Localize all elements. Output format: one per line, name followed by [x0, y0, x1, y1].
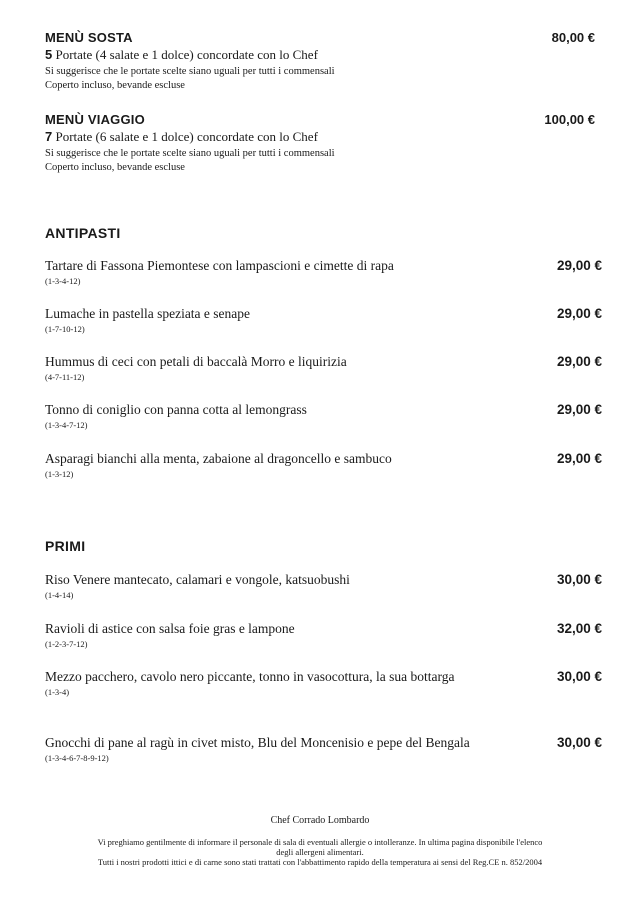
dish-name: Lumache in pastella speziata e senape — [45, 306, 251, 321]
dish-item — [45, 451, 602, 479]
allergy-note — [30, 837, 610, 857]
menu-price: 80,00 € — [551, 30, 595, 45]
menu-description-text: Portate (4 salate e 1 dolce) concordate con lo Chef — [55, 47, 318, 62]
dish-allergens: (1-7-10-12) — [45, 324, 85, 334]
dish-name: Tartare di Fassona Piemontese con lampascioni e cimette di rapa — [45, 258, 394, 273]
dish-name: Asparagi bianchi alla menta, zabaione al dragoncello e sambuco — [45, 451, 392, 466]
dish-item — [45, 258, 602, 286]
course-count: 5 — [45, 47, 53, 62]
dish-item — [45, 572, 602, 600]
dish-allergens: (1-3-4-12) — [45, 276, 81, 286]
menu-note: Coperto incluso, bevande escluse — [45, 80, 185, 91]
dish-price: 32,00 € — [556, 621, 602, 636]
menu-description — [45, 129, 600, 145]
dish-allergens: (1-3-4-7-12) — [45, 420, 88, 430]
dish-allergens: (1-3-4-6-7-8-9-12) — [45, 753, 109, 763]
dish-allergens: (1-2-3-7-12) — [45, 639, 88, 649]
menu-description-text: Portate (6 salate e 1 dolce) concordate con lo Chef — [55, 129, 318, 144]
dish-price: 30,00 € — [556, 735, 602, 750]
dish-name: Mezzo pacchero, cavolo nero piccante, tonno in vasocottura, la sua bottarga — [45, 669, 455, 684]
dish-allergens: (4-7-11-12) — [45, 372, 85, 382]
allergy-note-line: degli allergeni alimentari. — [276, 847, 364, 857]
dish-price: 30,00 € — [556, 572, 602, 587]
dish-name: Hummus di ceci con petali di baccalà Morro e liquirizia — [45, 354, 347, 369]
dish-price: 29,00 € — [556, 451, 602, 466]
section-title-antipasti: ANTIPASTI — [45, 225, 121, 241]
course-count: 7 — [45, 129, 53, 144]
menu-note: Si suggerisce che le portate scelte siano uguali per tutti i commensali — [45, 66, 335, 77]
menu-title: MENÙ VIAGGIO — [45, 112, 145, 127]
dish-price: 30,00 € — [556, 669, 602, 684]
dish-allergens: (1-3-12) — [45, 469, 74, 479]
menu-note: Coperto incluso, bevande escluse — [45, 162, 185, 173]
dish-name: Gnocchi di pane al ragù in civet misto, Blu del Moncenisio e pepe del Bengala — [45, 735, 470, 750]
dish-item — [45, 402, 602, 430]
menu-note: Si suggerisce che le portate scelte siano uguali per tutti i commensali — [45, 148, 335, 159]
menu-price: 100,00 € — [544, 112, 595, 127]
dish-price: 29,00 € — [556, 306, 602, 321]
dish-name: Tonno di coniglio con panna cotta al lemongrass — [45, 402, 307, 417]
dish-item — [45, 669, 602, 697]
menu-viaggio — [45, 112, 600, 173]
menu-title: MENÙ SOSTA — [45, 30, 133, 45]
dish-price: 29,00 € — [556, 402, 602, 417]
dish-allergens: (1-4-14) — [45, 590, 74, 600]
allergy-note-line: Vi preghiamo gentilmente di informare il personale di sala di eventuali allergie o intolleranze. In ultima pagina disponibile l'elenco — [97, 837, 543, 847]
dish-name: Ravioli di astice con salsa foie gras e lampone — [45, 621, 295, 636]
section-title-primi: PRIMI — [45, 538, 86, 554]
dish-item — [45, 735, 602, 763]
dish-price: 29,00 € — [556, 258, 602, 273]
dish-item — [45, 306, 602, 334]
dish-allergens: (1-3-4) — [45, 687, 70, 697]
dish-name: Riso Venere mantecato, calamari e vongole, katsuobushi — [45, 572, 350, 587]
dish-price: 29,00 € — [556, 354, 602, 369]
regulation-note: Tutti i nostri prodotti ittici e di carne sono stati trattati con l'abbattimento rapido della temperatura ai sensi del Reg.CE n. 852/2004 — [97, 857, 543, 867]
menu-description — [45, 47, 600, 63]
dish-item — [45, 621, 602, 649]
dish-item — [45, 354, 602, 382]
menu-sosta — [45, 30, 600, 91]
chef-name: Chef Corrado Lombardo — [270, 815, 370, 826]
